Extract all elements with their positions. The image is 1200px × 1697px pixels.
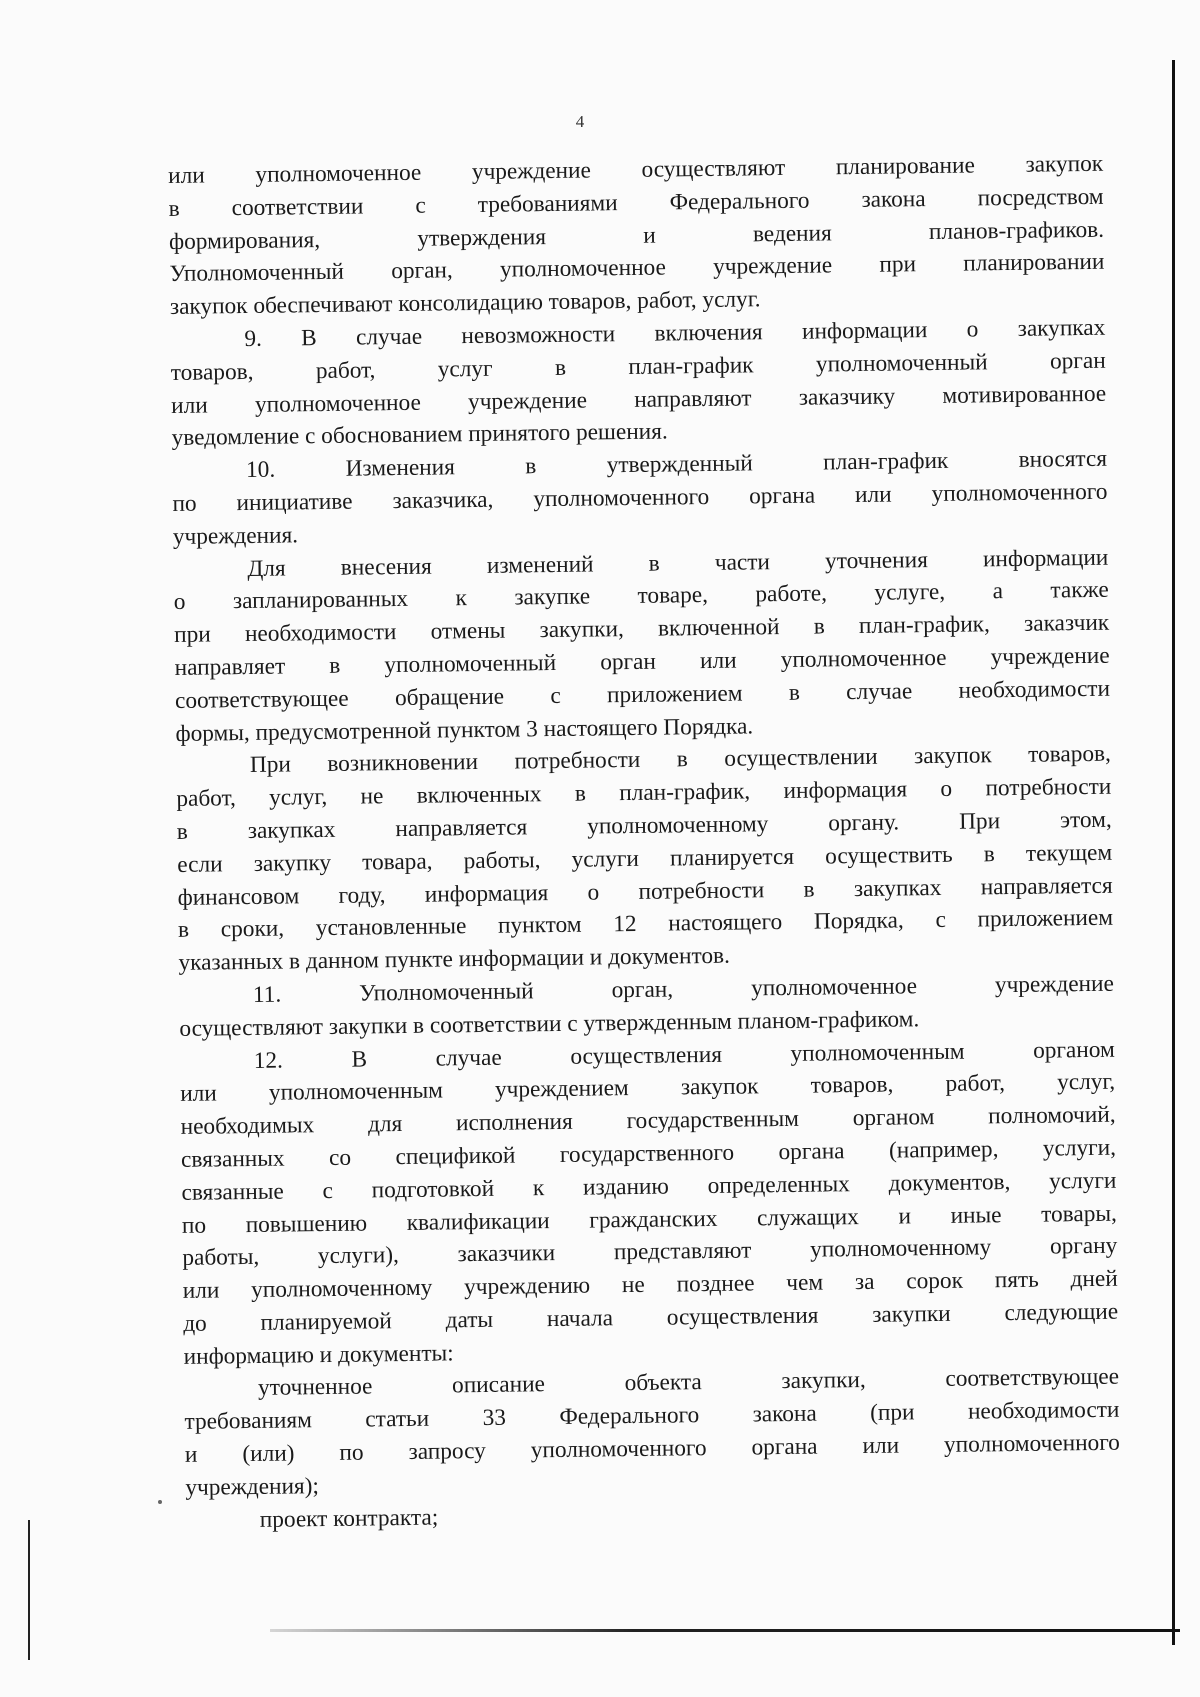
text-line: до планируемой даты начала осуществления закупки следующие	[183, 1298, 1119, 1337]
text-line: о запланированных к закупке товаре, работе, услуге, а также	[173, 577, 1109, 616]
text-line: связанных со спецификой государственного органа (например, услуги,	[180, 1134, 1117, 1173]
text-line: требованиям статьи 33 Федерального закона (при необходимости	[184, 1396, 1120, 1436]
text-line: закупок обеспечивают консолидацию товаров, работ, услуг.	[169, 286, 761, 321]
paragraph-11-start: 11. Уполномоченный орган, уполномоченное учреждение	[252, 970, 1115, 1008]
text-line: товаров, работ, услуг в план-график уполномоченный орган	[170, 347, 1106, 386]
text-line: или уполномоченное учреждение направляют заказчику мотивированное	[171, 380, 1107, 419]
list-item: проект контракта;	[259, 1504, 439, 1533]
text-line: Уполномоченный орган, уполномоченное учреждение при планировании	[169, 249, 1105, 288]
list-item-start: уточненное описание объекта закупки, соответствующее	[257, 1364, 1120, 1402]
scan-edge-left	[28, 1520, 30, 1660]
text-line: работы, услуги), заказчики представляют уполномоченному органу	[182, 1232, 1118, 1272]
scan-speck	[158, 1500, 162, 1504]
page-number: 4	[575, 112, 585, 131]
scan-edge-right	[1172, 60, 1175, 1645]
text-line: или уполномоченному учреждению не позднее чем за сорок пять дней	[182, 1265, 1118, 1304]
text-line: направляет в уполномоченный орган или уполномоченное учреждение	[174, 642, 1110, 681]
text-line: соответствующее обращение с приложением в случае необходимости	[174, 675, 1111, 714]
text-line: и (или) по запросу уполномоченного органа или уполномоченного	[184, 1429, 1121, 1468]
text-line: или уполномоченное учреждение осуществляют планирование закупок	[168, 150, 1104, 189]
text-line: по повышению квалификации гражданских служащих и иные товары,	[181, 1200, 1118, 1239]
paragraph-9-start: 9. В случае невозможности включения информации о закупках	[244, 314, 1106, 352]
text-line: уведомление с обоснованием принятого решения.	[171, 418, 668, 452]
text-line: учреждения);	[185, 1473, 320, 1501]
text-line: финансовом году, информация о потребности в закупках направляется	[177, 872, 1113, 911]
text-line: в закупках направляется уполномоченному органу. При этом,	[176, 806, 1112, 845]
text-line: информацию и документы:	[183, 1340, 454, 1370]
text-line: осуществляют закупки в соответствии с утвержденным планом-графиком.	[179, 1005, 920, 1042]
paragraph-start: Для внесения изменений в части уточнения информации	[247, 544, 1109, 582]
text-line: или уполномоченным учреждением закупок товаров, работ, услуг,	[180, 1068, 1116, 1108]
text-line: в сроки, установленные пунктом 12 настоящего Порядка, с приложением	[177, 905, 1114, 944]
text-line: при необходимости отмены закупки, включенной в план-график, заказчик	[174, 609, 1110, 649]
paragraph-12-start: 12. В случае осуществления уполномоченным органом	[253, 1036, 1115, 1074]
text-line: работ, услуг, не включенных в план-график, информация о потребности	[176, 773, 1112, 813]
document-body	[168, 148, 1121, 1538]
paragraph-start: При возникновении потребности в осуществлении закупок товаров,	[249, 741, 1112, 779]
text-line: формы, предусмотренной пунктом 3 настоящего Порядка.	[175, 712, 754, 747]
text-line: в соответствии с требованиями Федерального закона посредством	[168, 183, 1104, 222]
scan-edge-bottom	[270, 1629, 1180, 1632]
paragraph-10-start: 10. Изменения в утвержденный план-график вносятся	[245, 445, 1108, 484]
text-line: указанных в данном пункте информации и документов.	[178, 942, 731, 977]
text-line: учреждения.	[172, 522, 299, 550]
text-line: если закупку товара, работы, услуги планируется осуществить в текущем	[177, 839, 1113, 878]
text-line: по инициативе заказчика, уполномоченного органа или уполномоченного	[172, 478, 1108, 517]
text-line: формирования, утверждения и ведения планов-графиков.	[168, 216, 1105, 255]
text-line: связанные с подготовкой к изданию определенных документов, услуги	[181, 1167, 1117, 1206]
text-line: необходимых для исполнения государственным органом полномочий,	[180, 1101, 1116, 1141]
